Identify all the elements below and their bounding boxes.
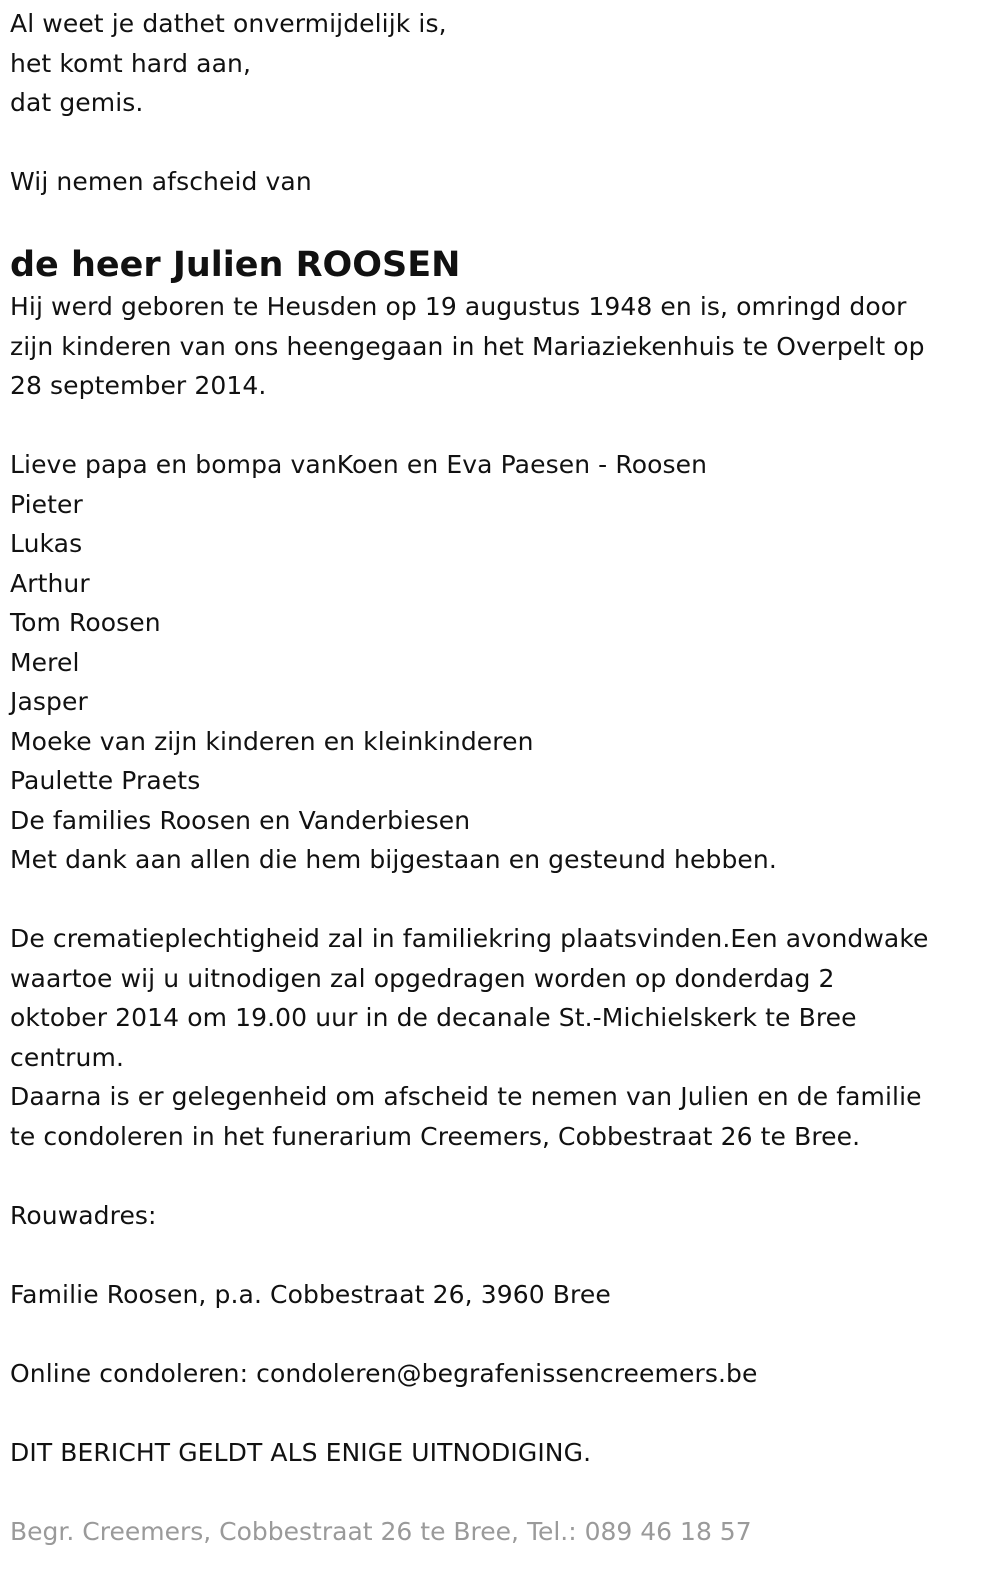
obituary-document — [10, 4, 985, 1472]
intro-text: Wij nemen afscheid van — [10, 167, 312, 196]
spacer — [10, 123, 985, 163]
spacer — [10, 1235, 985, 1275]
spacer — [10, 1314, 985, 1354]
poem-line: Al weet je dathet onvermijdelijk is, — [10, 9, 447, 38]
spacer — [10, 1393, 985, 1433]
ceremony-paragraph — [10, 919, 985, 1156]
paragraph-line: waartoe wij u uitnodigen zal opgedragen worden op donderdag 2 — [10, 963, 835, 993]
paragraph-line: centrum. — [10, 1042, 124, 1072]
spacer — [10, 880, 985, 920]
family-line: Lukas — [10, 529, 83, 558]
paragraph-line: te condoleren in het funerarium Creemers, Cobbestraat 26 te Bree. — [10, 1121, 861, 1151]
spacer — [10, 406, 985, 446]
deceased-name: de heer Julien ROOSEN — [10, 245, 461, 285]
poem-line: dat gemis. — [10, 88, 144, 117]
paragraph-line: 28 september 2014. — [10, 371, 267, 400]
paragraph-line: oktober 2014 om 19.00 uur in de decanale St.-Michielskerk te Bree — [10, 1003, 857, 1032]
online-condolence: Online condoleren: condoleren@begrafenissencreemers.be — [10, 1358, 758, 1388]
paragraph-line: zijn kinderen van ons heengegaan in het Mariaziekenhuis te Overpelt op — [10, 331, 925, 361]
family-line: Pieter — [10, 489, 83, 519]
paragraph-line: Daarna is er gelegenheid om afscheid te nemen van Julien en de familie — [10, 1082, 922, 1111]
family-line: Moeke van zijn kinderen en kleinkinderen — [10, 726, 534, 756]
mourning-address: Familie Roosen, p.a. Cobbestraat 26, 3960 Bree — [10, 1279, 611, 1309]
poem — [10, 4, 985, 123]
invitation-notice: DIT BERICHT GELDT ALS ENIGE UITNODIGING. — [10, 1437, 592, 1467]
family-line: Merel — [10, 647, 80, 677]
family-line: Met dank aan allen die hem bijgestaan en gesteund hebben. — [10, 845, 777, 874]
family-line: Jasper — [10, 687, 88, 716]
family-line: Tom Roosen — [10, 608, 161, 637]
family-line: De families Roosen en Vanderbiesen — [10, 805, 471, 835]
family-line: Paulette Praets — [10, 766, 201, 795]
family-line: Lieve papa en bompa vanKoen en Eva Paesen - Roosen — [10, 450, 708, 479]
family-line: Arthur — [10, 568, 90, 598]
address-label: Rouwadres: — [10, 1200, 157, 1230]
undertaker-footer: Begr. Creemers, Cobbestraat 26 te Bree, Tel.: 089 46 18 57 — [10, 1517, 752, 1546]
paragraph-line: De crematieplechtigheid zal in familiekring plaatsvinden.Een avondwake — [10, 924, 929, 953]
spacer — [10, 202, 985, 242]
family-list — [10, 445, 985, 880]
spacer — [10, 1156, 985, 1196]
poem-line: het komt hard aan, — [10, 48, 252, 78]
paragraph-line: Hij werd geboren te Heusden op 19 augustus 1948 en is, omringd door — [10, 292, 907, 321]
birth-death-paragraph — [10, 287, 985, 406]
